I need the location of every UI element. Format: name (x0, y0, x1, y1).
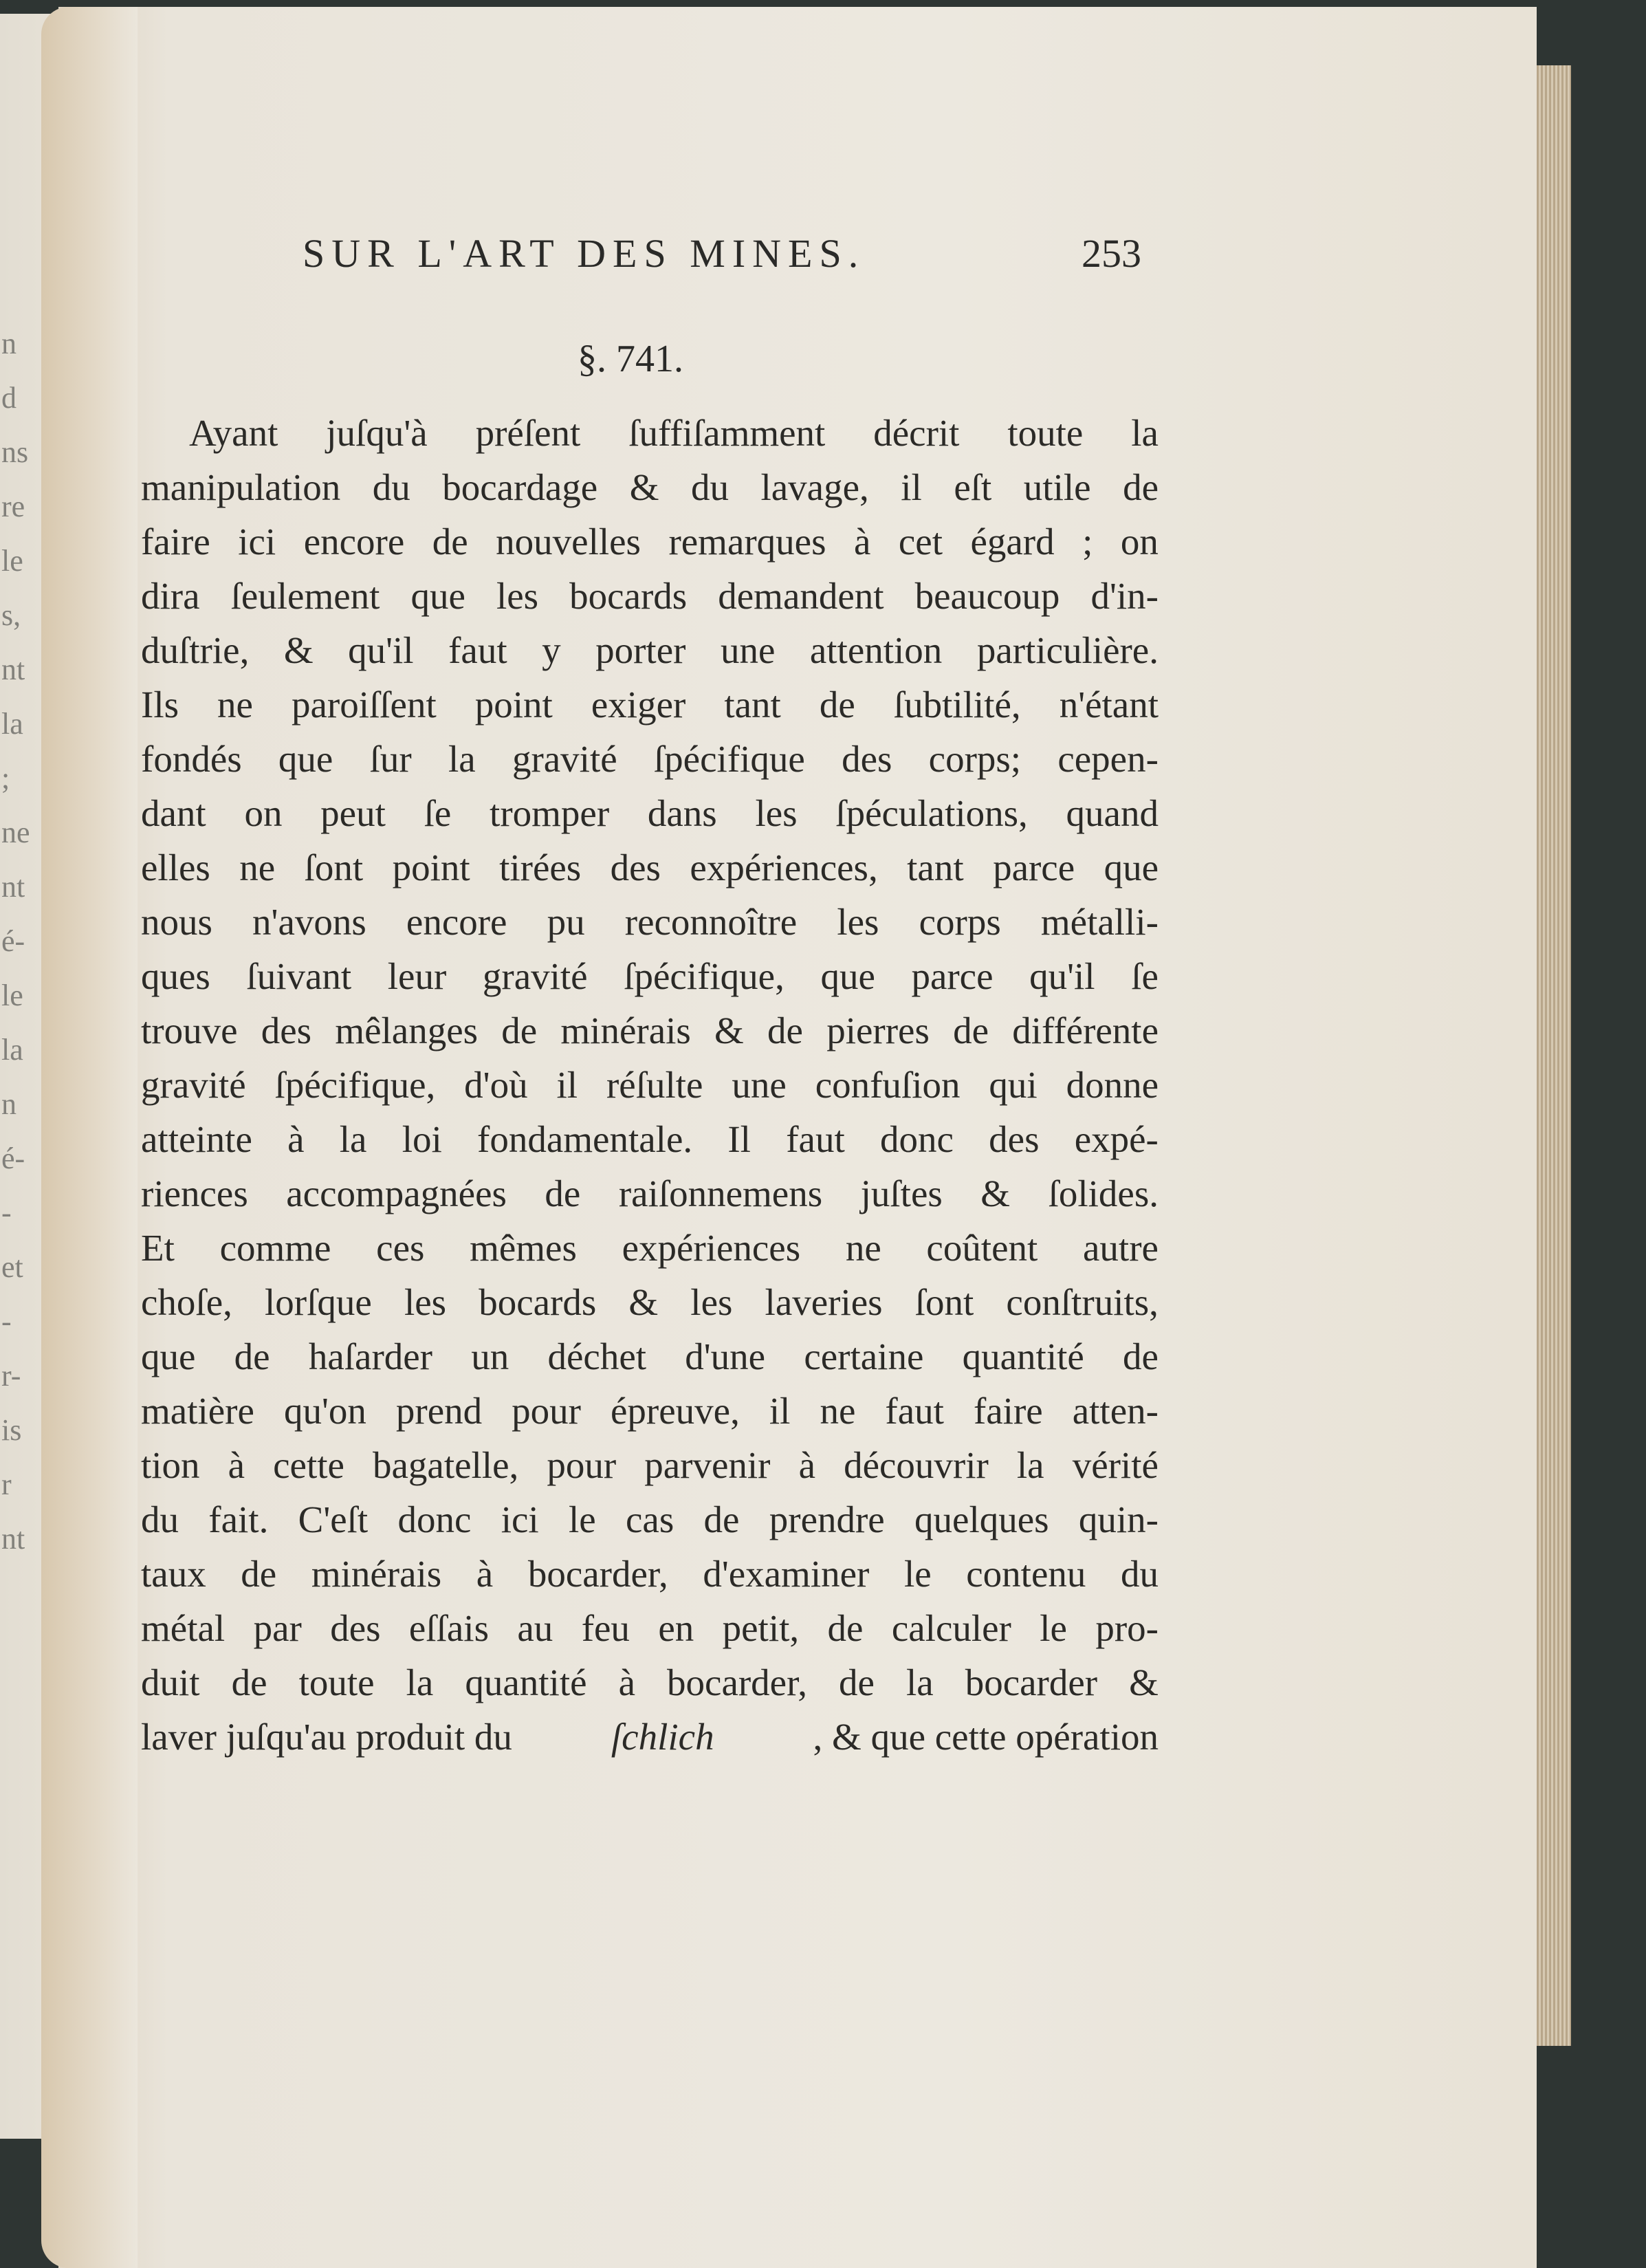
text-line: ques ſuivant leur gravité ſpécifique, que parce qu'il ſe (141, 955, 1159, 997)
margin-fragment: d (1, 381, 17, 415)
margin-fragment: n (1, 1087, 17, 1121)
margin-fragment: ne (1, 816, 30, 849)
text-segment: , & que cette opération (813, 1716, 1159, 1758)
margin-fragment: la (1, 1033, 23, 1067)
text-line: tion à cette bagatelle, pour parvenir à découvrir la vérité (141, 1444, 1159, 1486)
text-line: taux de minérais à bocarder, d'examiner le contenu du (141, 1553, 1159, 1595)
margin-fragment: s, (1, 598, 21, 632)
italic-term: ſchlich (611, 1716, 714, 1758)
text-line: choſe, lorſque les bocards & les laveries ſont conſtruits, (141, 1281, 1159, 1323)
text-line: dant on peut ſe tromper dans les ſpéculations, quand (141, 792, 1159, 834)
margin-fragment: - (1, 1305, 12, 1338)
text-line: Ils ne paroiſſent point exiger tant de ſubtilité, n'étant (141, 684, 1159, 726)
text-line: duit de toute la quantité à bocarder, de la bocarder & (141, 1661, 1159, 1703)
text-line: atteinte à la loi fondamentale. Il faut donc des expé- (141, 1118, 1159, 1160)
text-line: faire ici encore de nouvelles remarques à cet égard ; on (141, 521, 1159, 563)
text-line: manipulation du bocardage & du lavage, il eſt utile de (141, 466, 1159, 508)
text-line: fondés que ſur la gravité ſpécifique des corps; cepen- (141, 738, 1159, 780)
margin-fragment: et (1, 1250, 23, 1284)
text-line: du fait. C'eſt donc ici le cas de prendre quelques quin- (141, 1498, 1159, 1540)
margin-fragment: le (1, 544, 23, 578)
text-line: que de haſarder un déchet d'une certaine quantité de (141, 1335, 1159, 1377)
text-line: trouve des mêlanges de minérais & de pierres de différente (141, 1010, 1159, 1051)
text-segment: laver juſqu'au produit du (141, 1716, 512, 1758)
text-line: Et comme ces mêmes expériences ne coûtent autre (141, 1227, 1159, 1269)
text-line: duſtrie, & qu'il faut y porter une attention particulière. (141, 629, 1159, 671)
text-line: nous n'avons encore pu reconnoître les corps métalli- (141, 901, 1159, 943)
margin-fragment: nt (1, 653, 25, 686)
text-line: matière qu'on prend pour épreuve, il ne faut faire atten- (141, 1390, 1159, 1432)
margin-fragment: ns (1, 435, 29, 469)
margin-fragment: la (1, 707, 23, 741)
margin-fragment: nt (1, 1522, 25, 1556)
margin-fragment: re (1, 490, 25, 523)
margin-fragment: r (1, 1468, 12, 1501)
page-number: 253 (1082, 231, 1141, 276)
text-line: riences accompagnées de raiſonnemens juſtes & ſolides. (141, 1173, 1159, 1214)
margin-fragment: r- (1, 1359, 21, 1393)
text-line: dira ſeulement que les bocards demandent beaucoup d'in- (141, 575, 1159, 617)
margin-fragment: é- (1, 1142, 25, 1175)
margin-fragment: n (1, 327, 17, 360)
text-line: métal par des eſſais au feu en petit, de calculer le pro- (141, 1607, 1159, 1649)
running-title: SUR L'ART DES MINES. (303, 231, 866, 276)
section-heading-wrap (0, 337, 1646, 381)
section-heading: §. 741. (578, 338, 683, 380)
margin-fragment: le (1, 979, 23, 1012)
margin-fragment: nt (1, 870, 25, 904)
margin-fragment: - (1, 1196, 12, 1230)
margin-fragment: is (1, 1413, 22, 1447)
facing-page-fragments (1, 316, 30, 1566)
text-line: Ayant juſqu'à préſent ſuffiſamment décrit toute la (189, 412, 1159, 454)
text-line (141, 1710, 1159, 1764)
text-line: gravité ſpécifique, d'où il réſulte une confuſion qui donne (141, 1064, 1159, 1106)
margin-fragment: ; (1, 761, 10, 795)
margin-fragment: é- (1, 924, 25, 958)
text-line: elles ne ſont point tirées des expériences, tant parce que (141, 847, 1159, 888)
body-text (141, 406, 1159, 1764)
